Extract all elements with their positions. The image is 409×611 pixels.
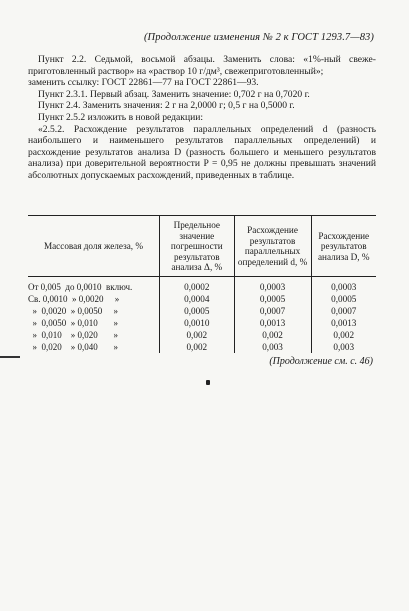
cell-value: 0,0003 bbox=[311, 276, 376, 293]
table-body bbox=[28, 276, 376, 353]
page-header: (Продолжение изменения № 2 к ГОСТ 1293.7—83) bbox=[143, 32, 374, 43]
cell-value: 0,0004 bbox=[160, 293, 235, 305]
cell-value: 0,002 bbox=[311, 329, 376, 341]
cell-value: 0,0013 bbox=[311, 317, 376, 329]
cell-range: Св. 0,0010 » 0,0020 » bbox=[28, 293, 120, 304]
ink-dot bbox=[206, 380, 210, 385]
cell-value: 0,0005 bbox=[311, 293, 376, 305]
paragraph-2-5-2-text: «2.5.2. Расхождение результатов параллельных определений d (разность наибольшего и наименьшего результатов параллельных определений) и расхождение результатов анализа D (разность большего и меньшего результатов анализа) при доверительной вероятности P = 0,95 не должны превышать значений абсолютных допускаемых расхождений, приведенных в таблице. bbox=[28, 123, 376, 181]
cell-value: 0,0007 bbox=[311, 305, 376, 317]
cell-range: От 0,005 до 0,0010 включ. bbox=[28, 281, 133, 292]
tolerance-table-wrap bbox=[28, 215, 376, 353]
cell-value: 0,0013 bbox=[234, 317, 311, 329]
cell-value: 0,0002 bbox=[160, 276, 235, 293]
cell-range: » 0,0050 » 0,010 » bbox=[28, 317, 118, 328]
paragraph-2-3-1: Пункт 2.3.1. Первый абзац. Заменить значение: 0,702 г на 0,7020 г. bbox=[38, 88, 310, 100]
cell-value: 0,002 bbox=[160, 329, 235, 341]
table-header-row bbox=[28, 216, 376, 277]
paragraph-2-2: Пункт 2.2. Седьмой, восьмой абзацы. Заменить слова: «1%-ный свеже-приготовленный раствор» на «раствор 10 г/дм³, свежеприготовленный»; bbox=[28, 54, 376, 77]
cell-value: 0,0007 bbox=[234, 305, 311, 317]
cell-value: 0,0005 bbox=[160, 305, 235, 317]
cell-range: » 0,020 » 0,040 » bbox=[28, 341, 118, 352]
cell-value: 0,002 bbox=[160, 341, 235, 353]
cell-value: 0,003 bbox=[311, 341, 376, 353]
paragraph-reference: заменить ссылку: ГОСТ 22861—77 на ГОСТ 22861—93. bbox=[28, 77, 259, 89]
table-row bbox=[28, 276, 376, 293]
paragraph-2-4: Пункт 2.4. Заменить значения: 2 г на 2,0000 г; 0,5 г на 0,5000 г. bbox=[38, 100, 295, 112]
margin-mark bbox=[0, 356, 20, 358]
cell-value: 0,002 bbox=[234, 329, 311, 341]
cell-value: 0,0010 bbox=[160, 317, 235, 329]
cell-range: » 0,010 » 0,020 » bbox=[28, 329, 118, 340]
tolerance-table bbox=[28, 215, 376, 353]
document-body bbox=[28, 54, 376, 182]
header-analysis-divergence: Расхождение результатов анализа D, % bbox=[311, 216, 376, 277]
page-footer: (Продолжение см. с. 46) bbox=[269, 356, 373, 367]
table-row bbox=[28, 329, 376, 341]
table-row bbox=[28, 317, 376, 329]
header-parallel-divergence: Расхождение результатов параллельных определений d, % bbox=[234, 216, 311, 277]
table-row bbox=[28, 341, 376, 353]
cell-range: » 0,0020 » 0,0050 » bbox=[28, 305, 118, 316]
header-error-limit: Предельное значение погрешности результатов анализа Δ, % bbox=[160, 216, 235, 277]
cell-value: 0,0005 bbox=[234, 293, 311, 305]
header-iron-fraction: Массовая доля железа, % bbox=[28, 216, 160, 277]
cell-value: 0,003 bbox=[234, 341, 311, 353]
table-row bbox=[28, 305, 376, 317]
table-row bbox=[28, 293, 376, 305]
cell-value: 0,0003 bbox=[234, 276, 311, 293]
paragraph-2-5-2-intro: Пункт 2.5.2 изложить в новой редакции: bbox=[38, 111, 204, 123]
